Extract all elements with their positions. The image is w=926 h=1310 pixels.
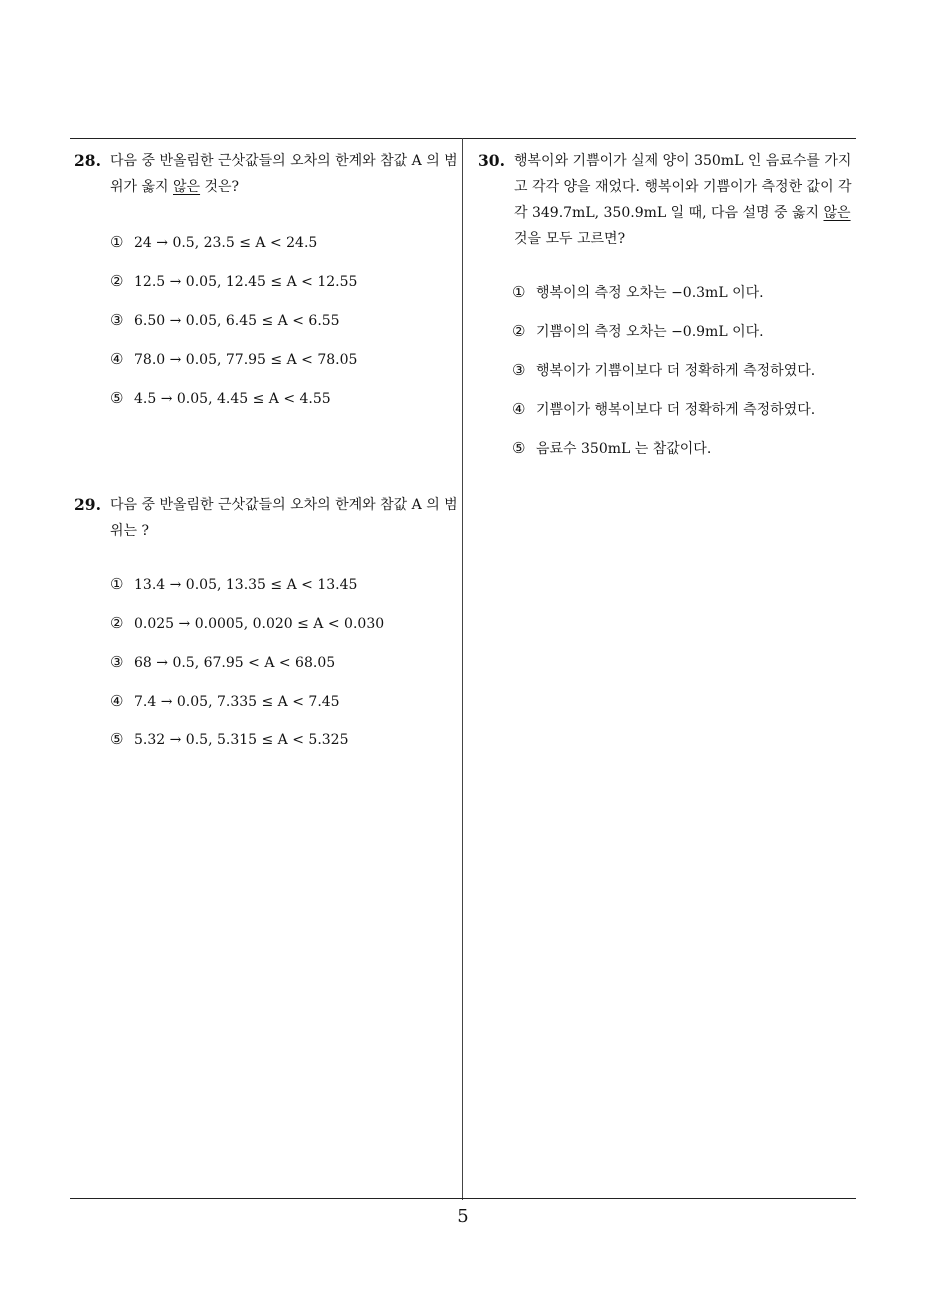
question-stem (478, 148, 860, 252)
option-mark: ⑤ (110, 389, 124, 407)
option-text: 5.32 → 0.5, 5.315 ≤ A < 5.325 (134, 732, 349, 748)
option-1[interactable] (110, 574, 357, 594)
option-5[interactable] (110, 729, 349, 749)
option-5[interactable] (110, 388, 331, 408)
option-mark: ③ (110, 311, 124, 329)
question-number: 29. (74, 495, 101, 514)
option-text: 7.4 → 0.05, 7.335 ≤ A < 7.45 (134, 694, 340, 710)
option-text: 78.0 → 0.05, 77.95 ≤ A < 78.05 (134, 352, 358, 368)
option-mark: ② (110, 614, 124, 632)
option-mark: ① (110, 575, 124, 593)
question-text: 다음 중 반올림한 근삿값들의 오차의 한계와 참값 A 의 범위는 ? (110, 497, 458, 539)
question-stem (74, 492, 458, 544)
question-number: 30. (478, 151, 505, 170)
option-4[interactable] (512, 399, 815, 419)
option-text: 6.50 → 0.05, 6.45 ≤ A < 6.55 (134, 313, 340, 329)
option-mark: ④ (110, 692, 124, 710)
question-number: 28. (74, 151, 101, 170)
option-mark: ③ (110, 653, 124, 671)
option-mark: ⑤ (110, 730, 124, 748)
option-text: 행복이가 기쁨이보다 더 정확하게 측정하였다. (536, 363, 816, 379)
option-5[interactable] (512, 438, 711, 458)
option-1[interactable] (110, 232, 317, 252)
option-text: 0.025 → 0.0005, 0.020 ≤ A < 0.030 (134, 616, 385, 632)
option-2[interactable] (110, 613, 384, 633)
option-2[interactable] (110, 271, 357, 291)
option-mark: ③ (512, 361, 526, 379)
option-mark: ④ (512, 400, 526, 418)
emphasis-not: 않은 (173, 179, 201, 195)
option-text: 68 → 0.5, 67.95 < A < 68.05 (134, 655, 336, 671)
column-divider (462, 138, 463, 1200)
option-text: 기쁨이의 측정 오차는 −0.9mL 이다. (536, 324, 764, 340)
question-28 (74, 148, 458, 407)
option-3[interactable] (110, 652, 335, 672)
bottom-rule (70, 1198, 856, 1199)
option-mark: ② (110, 272, 124, 290)
option-text: 기쁨이가 행복이보다 더 정확하게 측정하였다. (536, 402, 816, 418)
question-text: 행복이와 기쁨이가 실제 양이 350mL 인 음료수를 가지고 각각 양을 재었다. 행복이와 기쁨이가 측정한 값이 각각 349.7mL, 350.9mL 일 때, 다음 설명 중 옳지 않은 것을 모두 고르면? (514, 153, 852, 247)
option-text: 12.5 → 0.05, 12.45 ≤ A < 12.55 (134, 274, 358, 290)
option-text: 13.4 → 0.05, 13.35 ≤ A < 13.45 (134, 577, 358, 593)
question-text: 다음 중 반올림한 근삿값들의 오차의 한계와 참값 A 의 범위가 옳지 않은 것은? (110, 153, 458, 195)
top-rule (70, 138, 856, 139)
option-mark: ① (110, 233, 124, 251)
emphasis-not: 않은 (823, 205, 851, 221)
option-text: 행복이의 측정 오차는 −0.3mL 이다. (536, 285, 764, 301)
option-2[interactable] (512, 321, 764, 341)
question-30 (478, 148, 860, 457)
option-mark: ② (512, 322, 526, 340)
option-3[interactable] (110, 310, 340, 330)
option-4[interactable] (110, 349, 357, 369)
option-4[interactable] (110, 691, 340, 711)
question-29 (74, 492, 458, 748)
option-text: 음료수 350mL 는 참값이다. (536, 441, 712, 457)
option-mark: ⑤ (512, 439, 526, 457)
option-text: 4.5 → 0.05, 4.45 ≤ A < 4.55 (134, 391, 331, 407)
page-number: 5 (457, 1206, 469, 1227)
option-text: 24 → 0.5, 23.5 ≤ A < 24.5 (134, 235, 318, 251)
question-stem (74, 148, 458, 200)
option-mark: ① (512, 283, 526, 301)
option-3[interactable] (512, 360, 815, 380)
option-1[interactable] (512, 282, 764, 302)
option-mark: ④ (110, 350, 124, 368)
